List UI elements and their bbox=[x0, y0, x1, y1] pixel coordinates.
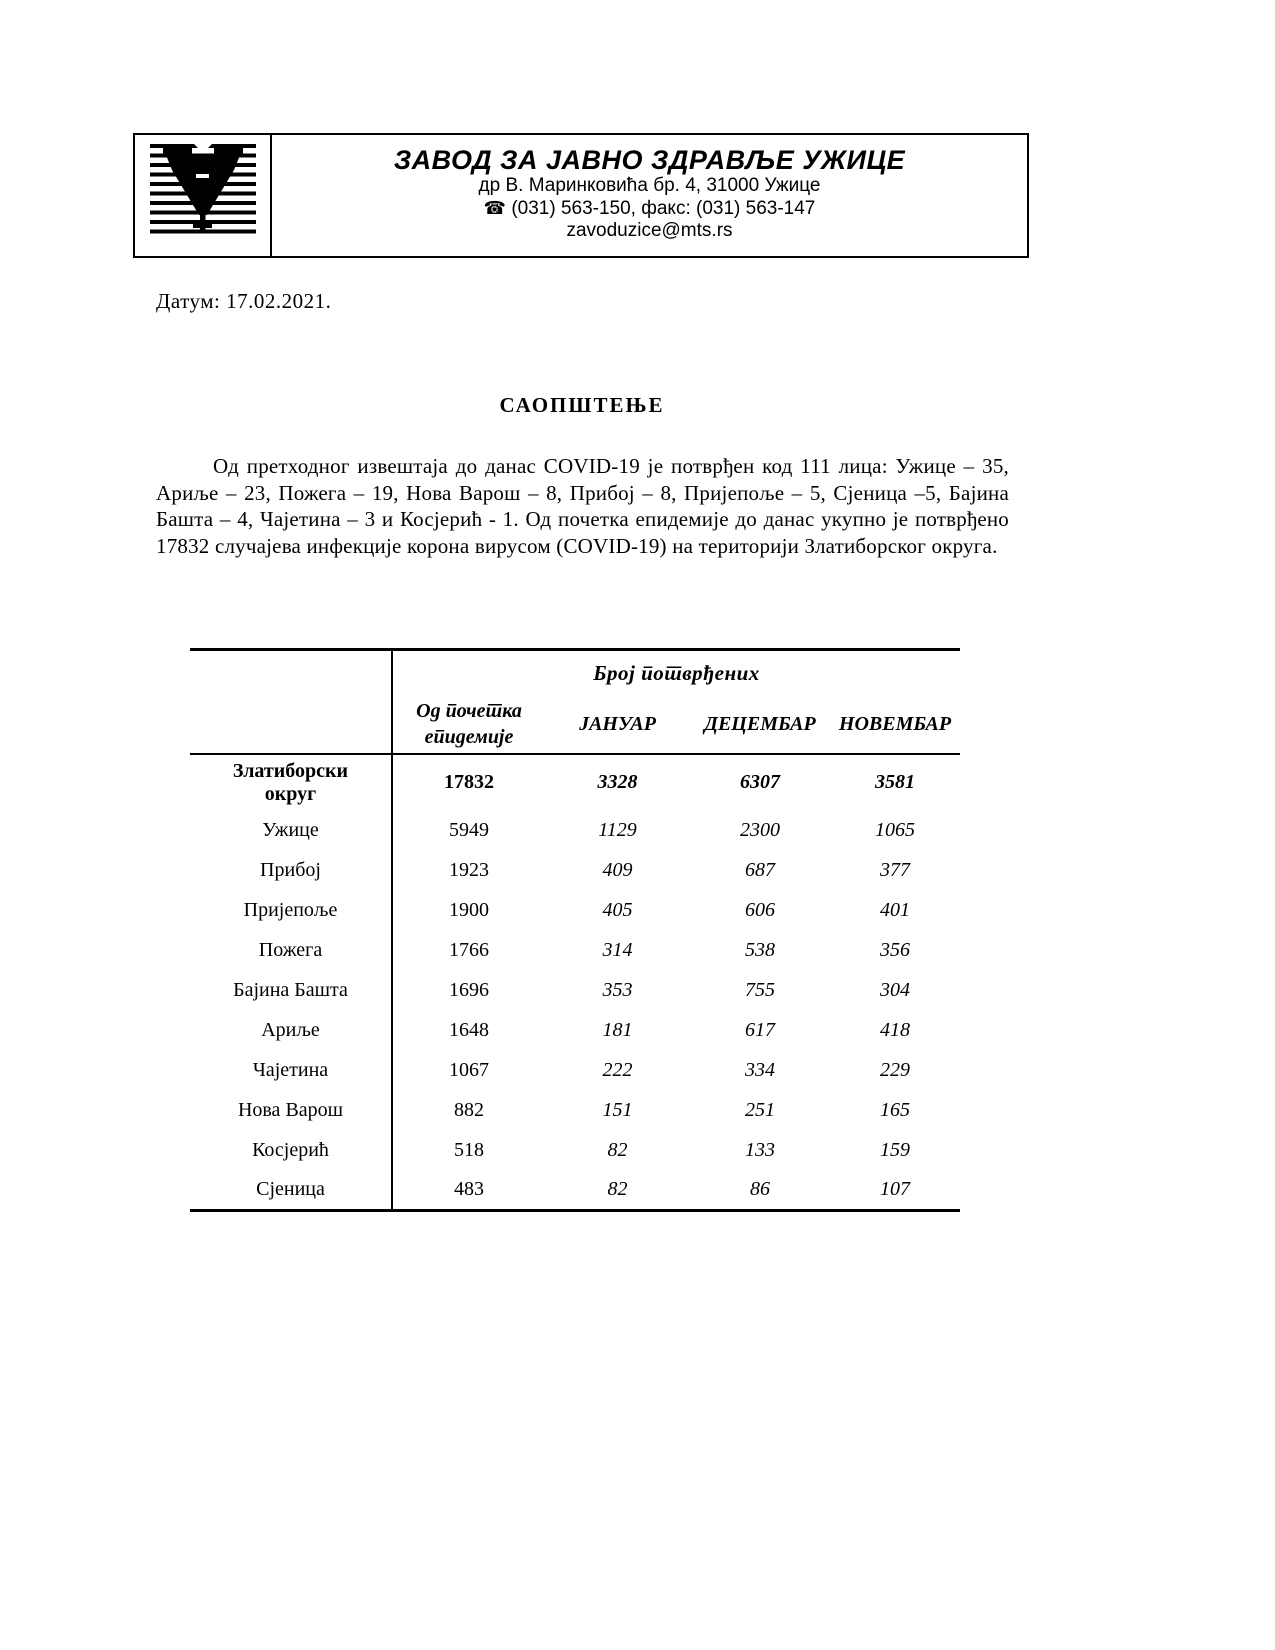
row-november-cell: 159 bbox=[880, 1139, 910, 1161]
table-row bbox=[190, 851, 960, 891]
row-november-cell: 229 bbox=[880, 1059, 910, 1081]
row-cumulative-cell: 882 bbox=[454, 1099, 484, 1121]
letterhead-box bbox=[133, 133, 1029, 258]
cases-table bbox=[190, 648, 960, 1212]
row-november-cell: 107 bbox=[880, 1178, 910, 1201]
row-cumulative-cell: 483 bbox=[454, 1178, 484, 1201]
row-january-cell: 3328 bbox=[597, 771, 638, 793]
row-january-cell: 82 bbox=[607, 1139, 628, 1161]
org-name: ЗАВОД ЗА ЈАВНО ЗДРАВЉЕ УЖИЦЕ bbox=[393, 145, 906, 175]
row-january-cell: 222 bbox=[602, 1059, 633, 1081]
row-december-cell: 538 bbox=[745, 939, 775, 961]
date-line: Датум: 17.02.2021. bbox=[156, 289, 332, 313]
row-january-cell: 314 bbox=[602, 939, 633, 961]
cases-table-wrap bbox=[190, 648, 960, 1212]
column-header-row bbox=[190, 696, 960, 754]
row-cumulative-cell: 1648 bbox=[449, 1019, 489, 1041]
corner-cell bbox=[190, 696, 392, 754]
table-row bbox=[190, 931, 960, 971]
row-november-cell: 401 bbox=[880, 899, 910, 921]
table-row bbox=[190, 811, 960, 851]
row-name-cell: Ариље bbox=[190, 1011, 392, 1051]
row-name-cell: Нова Варош bbox=[190, 1091, 392, 1131]
row-january-cell: 405 bbox=[602, 899, 633, 921]
group-header-cell: Број потврђених bbox=[593, 660, 760, 685]
org-email: zavoduzice@mts.rs bbox=[566, 220, 733, 241]
row-name-cell: Пријепоље bbox=[190, 891, 392, 931]
table-row bbox=[190, 1171, 960, 1211]
org-address: др В. Маринковића бр. 4, 31000 Ужице bbox=[478, 175, 821, 196]
row-name-cell: Ужице bbox=[190, 811, 392, 851]
table-row bbox=[190, 754, 960, 811]
row-december-cell: 2300 bbox=[740, 819, 780, 841]
table-row bbox=[190, 971, 960, 1011]
row-name-cell: Златиборски округ bbox=[190, 754, 392, 811]
row-december-cell: 334 bbox=[745, 1059, 775, 1081]
phone-fax-text: (031) 563-150, факс: (031) 563-147 bbox=[511, 197, 816, 219]
row-december-cell: 133 bbox=[745, 1139, 775, 1161]
row-cumulative-cell: 1900 bbox=[449, 899, 489, 921]
row-november-cell: 418 bbox=[880, 1019, 910, 1041]
report-paragraph: Од претходног извештаја до данас COVID-19 је потврђен код 111 лица: Ужице – 35, Ариље – 23, Пожега – 19, Нова Варош – 8, Прибој – 8, Пријепоље – 5, Сјеница –5, Бајина Башта – 4, Чајетина – 3 и Косјерић - 1. Од почетка епидемије до данас укупно је потврђено 17832 случајева инфекције корона вирусом (COVID-19) на територији Златиборског округа. bbox=[156, 454, 1009, 558]
report-title: САОПШТЕЊЕ bbox=[499, 393, 665, 417]
row-name-cell: Прибој bbox=[190, 851, 392, 891]
row-november-cell: 304 bbox=[880, 979, 910, 1001]
table-row bbox=[190, 1131, 960, 1171]
row-january-cell: 82 bbox=[607, 1178, 628, 1201]
row-december-cell: 606 bbox=[745, 899, 775, 921]
row-december-cell: 86 bbox=[750, 1178, 770, 1201]
col-header-january: ЈАНУАР bbox=[579, 713, 656, 735]
col-header-december: ДЕЦЕМБАР bbox=[704, 713, 816, 735]
row-november-cell: 356 bbox=[880, 939, 910, 961]
row-cumulative-cell: 1067 bbox=[449, 1059, 489, 1081]
row-cumulative-cell: 1696 bbox=[449, 979, 489, 1001]
row-january-cell: 1129 bbox=[598, 819, 637, 841]
row-january-cell: 181 bbox=[602, 1019, 633, 1041]
row-december-cell: 617 bbox=[745, 1019, 775, 1041]
letterhead-info bbox=[272, 135, 1027, 256]
row-january-cell: 151 bbox=[602, 1099, 633, 1121]
table-row bbox=[190, 1091, 960, 1131]
row-name-cell: Чајетина bbox=[190, 1051, 392, 1091]
row-november-cell: 1065 bbox=[875, 819, 915, 841]
org-phone-fax bbox=[272, 198, 1027, 221]
row-december-cell: 755 bbox=[745, 979, 775, 1001]
row-november-cell: 3581 bbox=[875, 771, 915, 793]
col-header-cumulative: Од почетка епидемије bbox=[416, 700, 522, 748]
row-cumulative-cell: 518 bbox=[454, 1139, 484, 1161]
row-cumulative-cell: 1923 bbox=[449, 859, 489, 881]
row-cumulative-cell: 5949 bbox=[449, 819, 489, 841]
col-header-november: НОВЕМБАР bbox=[838, 713, 952, 735]
table-body bbox=[190, 754, 960, 1211]
row-name-cell: Пожега bbox=[190, 931, 392, 971]
table-row bbox=[190, 1011, 960, 1051]
row-cumulative-cell: 17832 bbox=[444, 771, 494, 793]
logo-cell bbox=[135, 135, 272, 256]
table-row bbox=[190, 1051, 960, 1091]
institute-emblem-icon bbox=[150, 144, 256, 241]
corner-cell bbox=[190, 650, 392, 696]
table-row bbox=[190, 891, 960, 931]
group-header-row bbox=[190, 650, 960, 696]
row-cumulative-cell: 1766 bbox=[449, 939, 489, 961]
row-name-cell: Косјерић bbox=[190, 1131, 392, 1171]
row-november-cell: 165 bbox=[880, 1099, 910, 1121]
table-header bbox=[190, 650, 960, 754]
row-january-cell: 409 bbox=[602, 859, 633, 881]
row-january-cell: 353 bbox=[602, 979, 633, 1001]
row-name-cell: Бајина Башта bbox=[190, 971, 392, 1011]
row-december-cell: 687 bbox=[745, 859, 775, 881]
phone-icon: ☎ bbox=[483, 197, 507, 219]
row-name-cell: Сјеница bbox=[190, 1171, 392, 1211]
row-december-cell: 251 bbox=[745, 1099, 775, 1121]
row-december-cell: 6307 bbox=[740, 771, 780, 793]
row-november-cell: 377 bbox=[880, 859, 910, 881]
